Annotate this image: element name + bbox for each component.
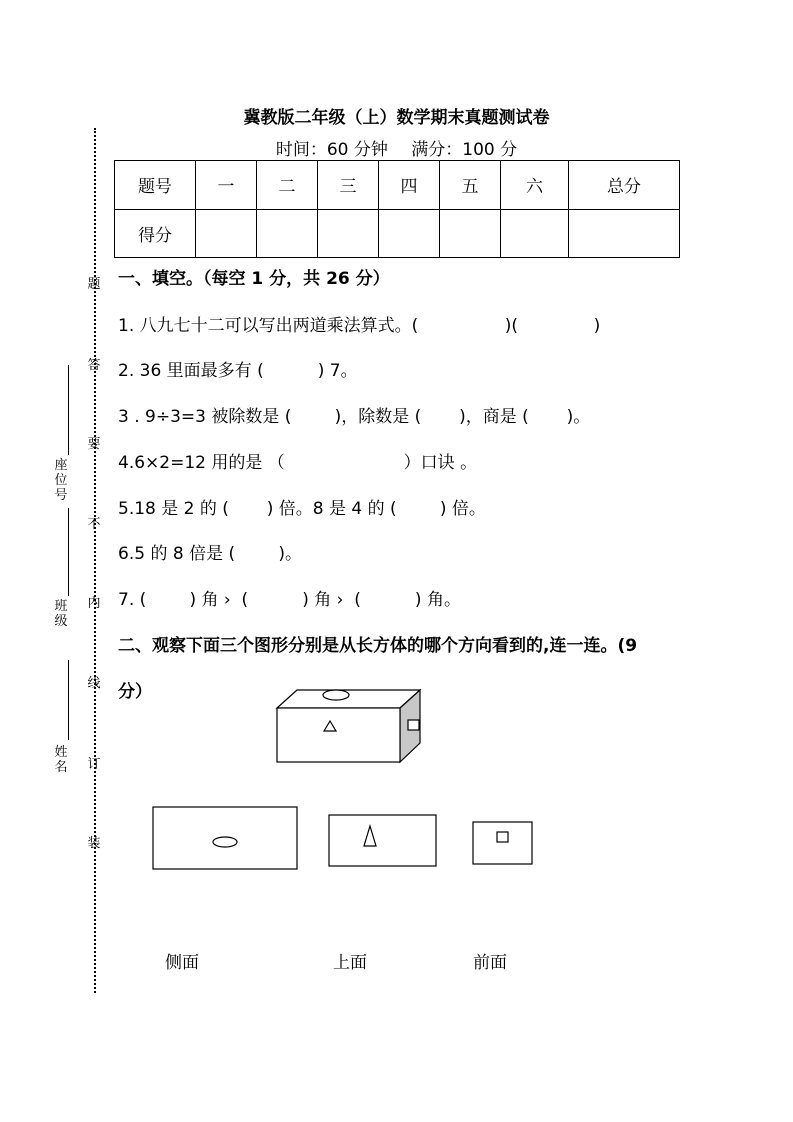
score-header-cell: 五 (440, 161, 501, 210)
score-header-cell: 总分 (569, 161, 680, 210)
section2-heading: 二、观察下面三个图形分别是从长方体的哪个方向看到的,连一连。(9 (118, 636, 638, 656)
name-label: 姓名 (54, 745, 68, 775)
seat-number-label: 座位号 (54, 458, 68, 503)
section2-heading-cont: 分） (118, 682, 152, 702)
score-header-cell: 二 (257, 161, 318, 210)
question-5: 5.18 是 2 的 ( ) 倍。8 是 4 的 ( ) 倍。 (118, 499, 486, 519)
score-header-cell: 六 (501, 161, 569, 210)
binding-dotted-line (94, 128, 96, 993)
score-header-cell: 三 (318, 161, 379, 210)
class-line (68, 508, 69, 596)
binding-char: 要 (87, 437, 101, 452)
binding-char: 不 (87, 517, 101, 532)
label-front-view: 前面 (473, 953, 507, 973)
question-3: 3 . 9÷3=3 被除数是 ( )，除数是 ( )，商是 ( )。 (118, 407, 591, 427)
score-row-label: 得分 (115, 209, 196, 258)
binding-char: 装 (87, 836, 101, 851)
exam-full-score: 满分：100 分 (411, 140, 518, 160)
label-side-view: 侧面 (165, 953, 199, 973)
seat-number-line (68, 365, 69, 455)
binding-char: 答 (87, 358, 101, 373)
exam-title: 冀教版二年级（上）数学期末真题测试卷 (243, 108, 550, 128)
question-6: 6.5 的 8 倍是 ( )。 (118, 544, 302, 564)
name-line (68, 660, 69, 740)
exam-time: 时间：60 分钟 (275, 140, 388, 160)
question-1: 1. 八九七十二可以写出两道乘法算式。( )( ) (118, 316, 601, 336)
question-4: 4.6×2=12 用的是 （ ）口诀 。 (118, 453, 478, 473)
class-label: 班级 (54, 599, 68, 629)
section1-heading: 一、填空。（每空 1 分，共 26 分） (118, 269, 390, 289)
binding-char: 订 (87, 757, 101, 772)
view-triangle-rect (329, 815, 436, 866)
cuboid-front-face (277, 708, 400, 762)
binding-char: 题 (87, 277, 101, 292)
label-top-view: 上面 (333, 953, 367, 973)
cuboid-side-square (408, 720, 419, 730)
binding-char: 线 (87, 676, 101, 691)
binding-char: 内 (87, 596, 101, 611)
question-7: 7. ( ) 角 › ( ) 角 › ( ) 角。 (118, 590, 461, 610)
score-header-cell: 四 (379, 161, 440, 210)
view-square-rect (473, 822, 532, 864)
cuboid (277, 690, 420, 762)
view-ellipse-rect (153, 807, 297, 869)
question-2: 2. 36 里面最多有 ( ) 7。 (118, 361, 358, 381)
score-header-cell: 一 (196, 161, 257, 210)
score-header-cell: 题号 (115, 161, 196, 210)
cuboid-top-ellipse (323, 690, 349, 700)
